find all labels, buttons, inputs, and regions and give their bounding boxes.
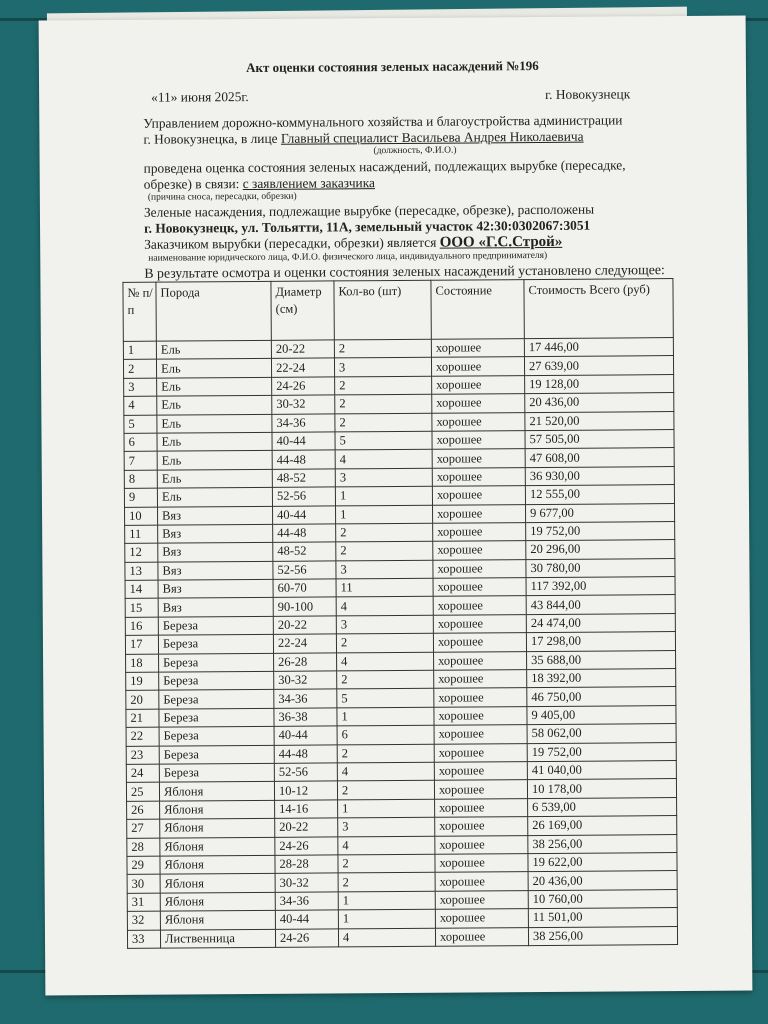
cell-species: Вяз bbox=[158, 524, 273, 543]
cell-quantity: 2 bbox=[335, 376, 432, 395]
cell-cost: 46 750,00 bbox=[527, 687, 676, 706]
cell-diameter: 30-32 bbox=[274, 671, 337, 690]
cell-diameter: 22-24 bbox=[273, 634, 336, 653]
intro-line-1: Управлением дорожно-коммунального хозяйства и благоустройства администрации bbox=[143, 112, 623, 131]
cell-species: Ель bbox=[157, 377, 272, 396]
cell-diameter: 20-22 bbox=[271, 340, 334, 359]
official-caption: (должность, Ф.И.О.) bbox=[373, 145, 457, 157]
cell-condition: хорошее bbox=[433, 633, 526, 652]
cell-number: 33 bbox=[127, 930, 160, 949]
assessment-line-2 bbox=[144, 175, 375, 193]
cell-species: Береза bbox=[159, 745, 274, 764]
cell-species: Вяз bbox=[158, 579, 273, 598]
cell-quantity: 2 bbox=[335, 394, 432, 413]
cell-number: 8 bbox=[124, 470, 157, 489]
cell-species: Ель bbox=[157, 432, 272, 451]
cell-condition: хорошее bbox=[433, 541, 526, 560]
cell-species: Вяз bbox=[158, 561, 273, 580]
official-name: Главный специалист Васильева Андрея Николаевича bbox=[280, 128, 584, 146]
cell-quantity: 1 bbox=[338, 891, 435, 910]
cell-quantity: 2 bbox=[337, 744, 434, 763]
assessment-line-1: проведена оценка состояния зеленых насаждений, подлежащих вырубке (пересадке, bbox=[143, 157, 626, 176]
header-species: Порода bbox=[156, 281, 271, 341]
cell-quantity: 3 bbox=[338, 817, 435, 836]
cell-species: Вяз bbox=[158, 543, 273, 562]
intro-prefix: г. Новокузнецка, в лице bbox=[143, 130, 278, 147]
cell-cost: 12 555,00 bbox=[525, 485, 674, 504]
cell-quantity: 1 bbox=[337, 707, 434, 726]
cell-quantity: 4 bbox=[336, 597, 433, 616]
cell-condition: хорошее bbox=[434, 706, 527, 725]
cell-number: 9 bbox=[124, 488, 157, 507]
cell-diameter: 60-70 bbox=[273, 579, 336, 598]
cell-diameter: 24-26 bbox=[272, 377, 335, 396]
cell-quantity: 4 bbox=[337, 652, 434, 671]
cell-cost: 41 040,00 bbox=[527, 761, 676, 780]
cell-number: 22 bbox=[126, 727, 159, 746]
intro-line-2 bbox=[143, 129, 583, 148]
cell-cost: 58 062,00 bbox=[527, 724, 676, 743]
cell-condition: хорошее bbox=[435, 835, 528, 854]
cell-species: Ель bbox=[157, 451, 272, 470]
cell-cost: 17 298,00 bbox=[526, 632, 675, 651]
cell-cost: 24 474,00 bbox=[526, 613, 675, 632]
cell-number: 26 bbox=[127, 801, 160, 820]
cell-species: Яблоня bbox=[159, 782, 274, 801]
cell-diameter: 40-44 bbox=[272, 505, 335, 524]
cell-condition: хорошее bbox=[435, 909, 528, 928]
cell-diameter: 40-44 bbox=[272, 432, 335, 451]
cell-cost: 27 639,00 bbox=[524, 356, 673, 375]
cell-cost: 6 539,00 bbox=[528, 797, 677, 816]
cell-species: Яблоня bbox=[160, 874, 275, 893]
result-line: В результате осмотра и оценки состояния зеленых насаждений установлено следующее: bbox=[144, 262, 665, 281]
cell-species: Ель bbox=[157, 396, 272, 415]
cell-diameter: 24-26 bbox=[275, 928, 338, 947]
cell-species: Яблоня bbox=[160, 837, 275, 856]
cell-condition: хорошее bbox=[434, 688, 527, 707]
cell-cost: 35 688,00 bbox=[527, 650, 676, 669]
cell-species: Ель bbox=[157, 487, 272, 506]
cell-cost: 10 178,00 bbox=[527, 779, 676, 798]
cell-quantity: 2 bbox=[338, 854, 435, 873]
cell-cost: 11 501,00 bbox=[528, 908, 677, 927]
cell-quantity: 3 bbox=[335, 468, 432, 487]
cell-species: Яблоня bbox=[160, 892, 275, 911]
header-diameter: Диаметр (см) bbox=[271, 281, 334, 340]
cell-quantity: 4 bbox=[338, 928, 435, 947]
cell-number: 14 bbox=[125, 580, 158, 599]
cell-diameter: 40-44 bbox=[274, 726, 337, 745]
cell-quantity: 4 bbox=[338, 836, 435, 855]
cell-diameter: 24-26 bbox=[275, 836, 338, 855]
cell-cost: 30 780,00 bbox=[526, 558, 675, 577]
cell-quantity: 11 bbox=[336, 578, 433, 597]
cell-species: Яблоня bbox=[160, 855, 275, 874]
cell-condition: хорошее bbox=[433, 559, 526, 578]
cell-cost: 20 436,00 bbox=[528, 871, 677, 890]
cell-diameter: 52-56 bbox=[274, 763, 337, 782]
cell-cost: 20 296,00 bbox=[526, 540, 675, 559]
cell-condition: хорошее bbox=[434, 670, 527, 689]
cell-condition: хорошее bbox=[433, 596, 526, 615]
cell-diameter: 36-38 bbox=[274, 708, 337, 727]
location-line-1: Зеленые насаждения, подлежащие вырубке (пересадке, обрезке), расположены bbox=[143, 201, 595, 220]
cell-condition: хорошее bbox=[431, 339, 524, 358]
table-row bbox=[127, 926, 677, 948]
cell-number: 2 bbox=[123, 360, 156, 379]
cell-species: Ель bbox=[157, 414, 272, 433]
cell-number: 7 bbox=[124, 452, 157, 471]
customer-prefix: Заказчиком вырубки (пересадки, обрезки) является bbox=[144, 234, 437, 252]
cell-cost: 117 392,00 bbox=[526, 577, 675, 596]
cell-number: 15 bbox=[125, 599, 158, 618]
cell-condition: хорошее bbox=[432, 431, 525, 450]
cell-number: 25 bbox=[126, 783, 159, 802]
cell-cost: 38 256,00 bbox=[528, 834, 677, 853]
cell-number: 27 bbox=[127, 819, 160, 838]
document-title: Акт оценки состояния зеленых насаждений №196 bbox=[246, 57, 539, 76]
cell-condition: хорошее bbox=[435, 817, 528, 836]
cell-quantity: 5 bbox=[337, 689, 434, 708]
cell-species: Береза bbox=[159, 671, 274, 690]
cell-species: Вяз bbox=[158, 506, 273, 525]
cell-species: Ель bbox=[156, 359, 271, 378]
cell-quantity: 1 bbox=[338, 799, 435, 818]
table-header-row bbox=[123, 279, 673, 342]
cell-number: 21 bbox=[126, 709, 159, 728]
cell-condition: хорошее bbox=[434, 762, 527, 781]
cell-diameter: 52-56 bbox=[273, 561, 336, 580]
cell-cost: 10 760,00 bbox=[528, 889, 677, 908]
cell-species: Ель bbox=[157, 469, 272, 488]
cell-cost: 21 520,00 bbox=[525, 411, 674, 430]
cell-quantity: 5 bbox=[335, 431, 432, 450]
cell-species: Береза bbox=[159, 763, 274, 782]
cell-number: 4 bbox=[124, 396, 157, 415]
cell-cost: 9 677,00 bbox=[525, 503, 674, 522]
cell-number: 5 bbox=[124, 415, 157, 434]
cell-species: Береза bbox=[159, 727, 274, 746]
cell-number: 1 bbox=[123, 341, 156, 360]
cell-quantity: 4 bbox=[335, 450, 432, 469]
cell-cost: 20 436,00 bbox=[525, 393, 674, 412]
customer-caption: наименование юридического лица, Ф.И.О. физического лица, индивидуального предпринимателя) bbox=[148, 250, 548, 264]
cell-species: Береза bbox=[158, 616, 273, 635]
cell-diameter: 48-52 bbox=[272, 469, 335, 488]
cell-diameter: 44-48 bbox=[274, 745, 337, 764]
cell-diameter: 40-44 bbox=[275, 910, 338, 929]
document-sheet bbox=[39, 16, 753, 996]
cell-quantity: 2 bbox=[337, 670, 434, 689]
cell-diameter: 34-36 bbox=[272, 413, 335, 432]
cell-diameter: 22-24 bbox=[271, 358, 334, 377]
cell-number: 24 bbox=[126, 764, 159, 783]
cell-condition: хорошее bbox=[434, 743, 527, 762]
reason-text: с заявлением заказчика bbox=[242, 175, 375, 192]
cell-condition: хорошее bbox=[432, 467, 525, 486]
cell-number: 11 bbox=[125, 525, 158, 544]
cell-diameter: 20-22 bbox=[275, 818, 338, 837]
cell-quantity: 3 bbox=[336, 560, 433, 579]
cell-number: 19 bbox=[126, 672, 159, 691]
cell-species: Береза bbox=[159, 690, 274, 709]
cell-quantity: 2 bbox=[334, 339, 431, 358]
cell-condition: хорошее bbox=[432, 486, 525, 505]
cell-condition: хорошее bbox=[432, 449, 525, 468]
customer-name: ООО «Г.С.Строй» bbox=[439, 233, 563, 251]
cell-condition: хорошее bbox=[433, 578, 526, 597]
cell-quantity: 2 bbox=[336, 523, 433, 542]
header-quantity: Кол-во (шт) bbox=[334, 280, 431, 340]
cell-number: 13 bbox=[125, 562, 158, 581]
cell-cost: 19 752,00 bbox=[526, 521, 675, 540]
cell-cost: 43 844,00 bbox=[526, 595, 675, 614]
cell-condition: хорошее bbox=[432, 412, 525, 431]
cell-number: 28 bbox=[127, 838, 160, 857]
cell-number: 3 bbox=[124, 378, 157, 397]
cell-quantity: 1 bbox=[338, 909, 435, 928]
cell-cost: 19 622,00 bbox=[528, 852, 677, 871]
cell-cost: 47 608,00 bbox=[525, 448, 674, 467]
cell-cost: 9 405,00 bbox=[527, 705, 676, 724]
cell-number: 20 bbox=[126, 691, 159, 710]
cell-diameter: 14-16 bbox=[275, 800, 338, 819]
cell-condition: хорошее bbox=[434, 725, 527, 744]
cell-diameter: 30-32 bbox=[275, 873, 338, 892]
cell-condition: хорошее bbox=[434, 651, 527, 670]
cell-number: 16 bbox=[125, 617, 158, 636]
cell-species: Береза bbox=[158, 635, 273, 654]
cell-diameter: 10-12 bbox=[274, 781, 337, 800]
cell-quantity: 2 bbox=[337, 781, 434, 800]
header-number: № п/п bbox=[123, 282, 156, 341]
cell-number: 23 bbox=[126, 746, 159, 765]
cell-quantity: 6 bbox=[337, 725, 434, 744]
cell-number: 31 bbox=[127, 893, 160, 912]
cell-species: Вяз bbox=[158, 598, 273, 617]
header-condition: Состояние bbox=[431, 280, 524, 340]
cell-quantity: 3 bbox=[336, 615, 433, 634]
cell-cost: 36 930,00 bbox=[525, 466, 674, 485]
header-cost: Стоимость Всего (руб) bbox=[524, 279, 673, 339]
cell-diameter: 30-32 bbox=[272, 395, 335, 414]
cell-diameter: 44-48 bbox=[272, 450, 335, 469]
cell-number: 30 bbox=[127, 874, 160, 893]
cell-species: Яблоня bbox=[160, 910, 275, 929]
cell-condition: хорошее bbox=[435, 798, 528, 817]
cell-cost: 18 392,00 bbox=[527, 669, 676, 688]
cell-quantity: 3 bbox=[334, 358, 431, 377]
cell-diameter: 48-52 bbox=[273, 542, 336, 561]
cell-diameter: 26-28 bbox=[274, 653, 337, 672]
cell-diameter: 90-100 bbox=[273, 597, 336, 616]
cell-diameter: 52-56 bbox=[272, 487, 335, 506]
cell-diameter: 28-28 bbox=[275, 855, 338, 874]
cell-condition: хорошее bbox=[433, 522, 526, 541]
cell-condition: хорошее bbox=[434, 780, 527, 799]
cell-condition: хорошее bbox=[433, 614, 526, 633]
cell-species: Береза bbox=[159, 708, 274, 727]
cell-diameter: 20-22 bbox=[273, 616, 336, 635]
cell-number: 10 bbox=[125, 507, 158, 526]
document-date: «11» июня 2025г. bbox=[151, 89, 249, 105]
cell-species: Яблоня bbox=[160, 800, 275, 819]
cell-condition: хорошее bbox=[432, 394, 525, 413]
cell-condition: хорошее bbox=[432, 375, 525, 394]
cell-condition: хорошее bbox=[432, 504, 525, 523]
cell-species: Ель bbox=[156, 340, 271, 359]
cell-number: 18 bbox=[126, 654, 159, 673]
cell-cost: 38 256,00 bbox=[528, 926, 677, 945]
assessment-prefix: обрезке) в связи: bbox=[143, 176, 240, 192]
cell-condition: хорошее bbox=[435, 854, 528, 873]
cell-species: Береза bbox=[159, 653, 274, 672]
cell-number: 6 bbox=[124, 433, 157, 452]
cell-diameter: 34-36 bbox=[275, 892, 338, 911]
cell-number: 32 bbox=[127, 911, 160, 930]
cell-cost: 19 752,00 bbox=[527, 742, 676, 761]
cell-quantity: 2 bbox=[338, 873, 435, 892]
cell-condition: хорошее bbox=[435, 890, 528, 909]
cell-quantity: 4 bbox=[337, 762, 434, 781]
reason-caption: (причина сноса, пересадки, обрезки) bbox=[147, 191, 297, 203]
cell-cost: 17 446,00 bbox=[524, 338, 673, 357]
cell-number: 17 bbox=[125, 635, 158, 654]
cell-condition: хорошее bbox=[435, 872, 528, 891]
cell-diameter: 34-36 bbox=[274, 689, 337, 708]
cell-cost: 57 505,00 bbox=[525, 430, 674, 449]
cell-species: Лиственница bbox=[160, 929, 275, 948]
cell-quantity: 2 bbox=[336, 542, 433, 561]
cell-number: 12 bbox=[125, 543, 158, 562]
cell-diameter: 44-48 bbox=[273, 524, 336, 543]
trees-table bbox=[122, 278, 678, 949]
cell-quantity: 2 bbox=[335, 413, 432, 432]
location-address: г. Новокузнецк, ул. Тольятти, 11А, земельный участок 42:30:0302067:3051 bbox=[144, 217, 591, 236]
cell-quantity: 1 bbox=[335, 486, 432, 505]
cell-quantity: 2 bbox=[336, 633, 433, 652]
cell-cost: 26 169,00 bbox=[528, 816, 677, 835]
cell-number: 29 bbox=[127, 856, 160, 875]
cell-condition: хорошее bbox=[431, 357, 524, 376]
cell-quantity: 1 bbox=[335, 505, 432, 524]
cell-cost: 19 128,00 bbox=[525, 374, 674, 393]
cell-condition: хорошее bbox=[435, 927, 528, 946]
cell-species: Яблоня bbox=[160, 819, 275, 838]
document-city: г. Новокузнецк bbox=[545, 86, 631, 102]
